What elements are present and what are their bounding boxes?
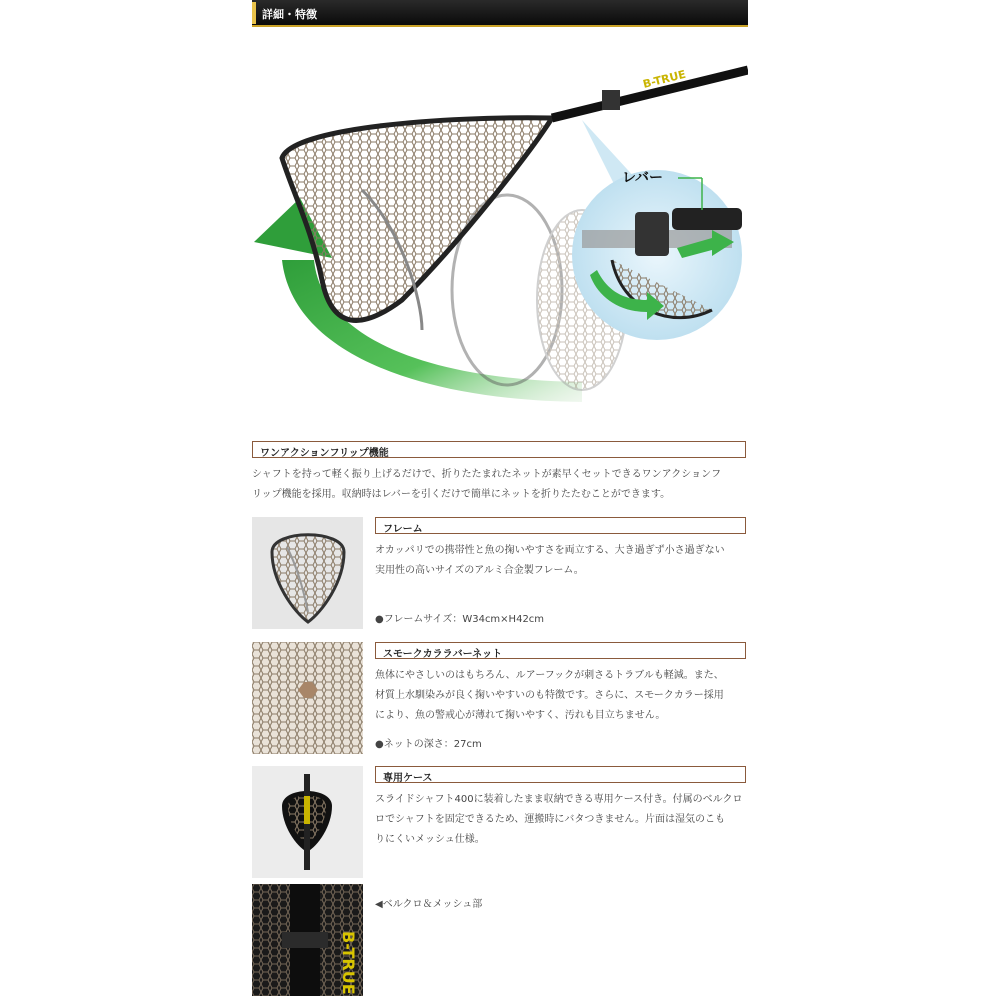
frame-title-box <box>375 517 746 534</box>
rubber-net-thumbnail <box>252 642 363 754</box>
frame-description: オカッパリでの携帯性と魚の掬いやすさを両立する、大き過ぎず小さ過ぎない 実用性の高いサイズのアルミ合金製フレーム。 <box>375 545 725 576</box>
net-description: 魚体にやさしいのはもちろん、ルアーフックが刺さるトラブルも軽減。また、 材質上水馴染みが良く掬いやすいのも特徴です。さらに、スモークカラー採用 により、魚の警戒心が薄れて掬いやすく、汚れも目立ちません。 <box>375 670 724 721</box>
lever-label: レバー <box>622 170 664 186</box>
header-accent <box>252 2 256 24</box>
feature-title: ワンアクションフリップ機能 <box>260 448 389 459</box>
case-title-box <box>375 766 746 783</box>
page-title: 詳細・特徴 <box>262 8 317 21</box>
frame-title: フレーム <box>383 524 423 535</box>
velcro-mesh-thumbnail <box>252 884 363 996</box>
feature-description: シャフトを持って軽く振り上げるだけで、折りたたまれたネットが素早くセットできるワンアクションフ リップ機能を採用。収納時はレバーを引くだけで簡単にネットを折りたたむことができます。 <box>252 469 722 500</box>
product-detail-page <box>252 0 748 1000</box>
feature-title-box <box>252 441 746 458</box>
case-logo-text: B-TRUE <box>339 931 358 995</box>
section-header-bar <box>252 0 748 27</box>
case-title: 専用ケース <box>383 773 433 784</box>
velcro-mesh-caption: ◀ベルクロ＆メッシュ部 <box>375 899 483 910</box>
net-depth-note: ●ネットの深さ：27cm <box>375 739 482 750</box>
net-title-box <box>375 642 746 659</box>
frame-thumbnail <box>252 517 363 629</box>
lever-detail-inset <box>572 120 742 340</box>
landing-net-hero-image <box>252 30 748 430</box>
net-title: スモークカララバーネット <box>383 649 503 660</box>
case-thumbnail <box>252 766 363 878</box>
case-description: スライドシャフト400に装着したまま収納できる専用ケース付き。付属のベルクロ ロでシャフトを固定できるため、運搬時にバタつきません。片面は湿気のこも りにくいメッシュ仕様。 <box>375 794 743 845</box>
shaft-logo-text: B-TRUE <box>641 67 688 91</box>
frame-size-note: ●フレームサイズ：W34cm×H42cm <box>375 614 545 625</box>
